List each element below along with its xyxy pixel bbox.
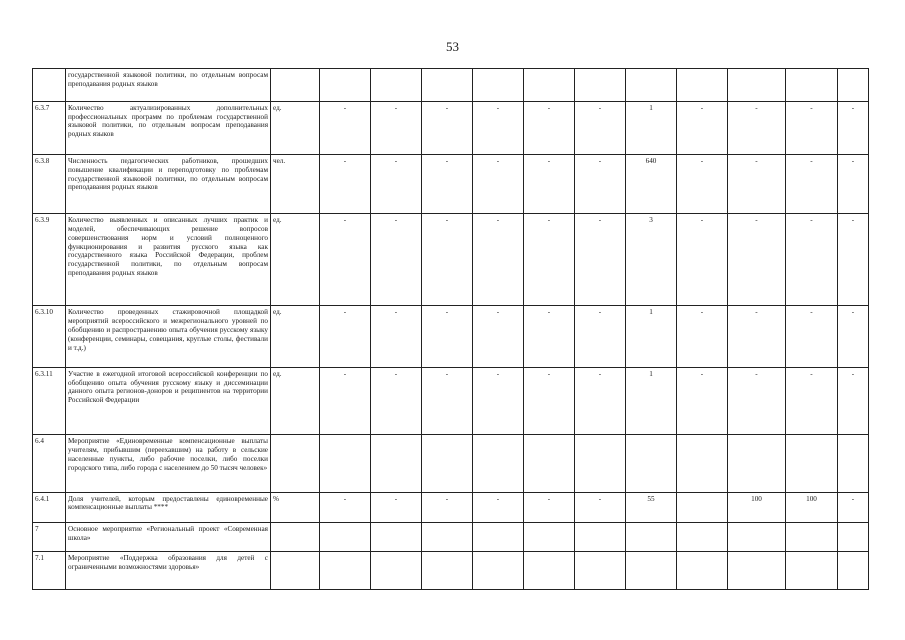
value-cell: - — [575, 214, 626, 306]
value-cell: - — [838, 154, 869, 213]
value-cell: - — [728, 101, 786, 154]
unit-cell: чел. — [271, 154, 320, 213]
value-cell: - — [838, 306, 869, 367]
value-cell — [728, 552, 786, 590]
value-cell: - — [838, 101, 869, 154]
row-number-cell: 6.3.8 — [33, 154, 66, 213]
table-row — [33, 367, 869, 435]
row-number-cell: 7 — [33, 523, 66, 552]
value-cell — [728, 523, 786, 552]
indicator-description-cell: Количество проведенных стажировочной площадкой мероприятий всероссийского и межрегионального уровней по обобщению и распространению опыта обучения русскому языку (конференции, семинары, совещания, круглые столы, фестивали и т.д.) — [66, 306, 271, 367]
value-cell: - — [371, 367, 422, 435]
value-cell: - — [422, 154, 473, 213]
value-cell — [473, 523, 524, 552]
value-cell: - — [422, 367, 473, 435]
value-cell: - — [473, 306, 524, 367]
value-cell — [786, 552, 838, 590]
value-cell: 3 — [626, 214, 677, 306]
value-cell: - — [677, 306, 728, 367]
indicator-description-cell: Численность педагогических работников, прошедших повышение квалификации и переподготовку по проблемам государственной языковой политики, по отдельным вопросам преподавания родных языков — [66, 154, 271, 213]
value-cell — [575, 552, 626, 590]
value-cell — [838, 552, 869, 590]
value-cell — [575, 435, 626, 492]
value-cell — [524, 552, 575, 590]
value-cell — [371, 69, 422, 102]
value-cell: 640 — [626, 154, 677, 213]
value-cell — [422, 435, 473, 492]
value-cell — [677, 552, 728, 590]
value-cell: - — [728, 367, 786, 435]
value-cell: - — [838, 214, 869, 306]
value-cell: - — [473, 367, 524, 435]
value-cell: - — [524, 306, 575, 367]
value-cell — [677, 523, 728, 552]
value-cell: - — [786, 101, 838, 154]
value-cell: 1 — [626, 367, 677, 435]
value-cell — [524, 435, 575, 492]
unit-cell: ед. — [271, 367, 320, 435]
value-cell: - — [575, 101, 626, 154]
value-cell: - — [422, 492, 473, 523]
value-cell: - — [422, 101, 473, 154]
value-cell: 100 — [728, 492, 786, 523]
value-cell: - — [786, 154, 838, 213]
indicator-description-cell: Количество выявленных и описанных лучших практик и моделей, обеспечивающих решение вопросов совершенствования норм и условий полноценного функционирования и развития русского языка как государственного языка Российской Федерации, проблем государственной политики, по отдельным вопросам преподавания родных языков — [66, 214, 271, 306]
value-cell — [728, 435, 786, 492]
value-cell — [422, 552, 473, 590]
value-cell: - — [371, 101, 422, 154]
indicators-table — [32, 68, 869, 590]
value-cell — [786, 69, 838, 102]
value-cell: - — [371, 214, 422, 306]
value-cell: - — [320, 492, 371, 523]
value-cell: - — [677, 367, 728, 435]
value-cell: 100 — [786, 492, 838, 523]
indicator-description-cell: Мероприятие «Поддержка образования для детей с ограниченными возможностями здоровья» — [66, 552, 271, 590]
value-cell — [473, 552, 524, 590]
value-cell — [838, 69, 869, 102]
indicator-description-cell: Участие в ежегодной итоговой всероссийской конференции по обобщению опыта обучения русскому языку и диссеминации данного опыта регионов-доноров и реципиентов на территории Российской Федерации — [66, 367, 271, 435]
indicator-description-cell: Количество актуализированных дополнительных профессиональных программ по проблемам государственной языковой политики, по отдельным вопросам преподавания родных языков — [66, 101, 271, 154]
value-cell: - — [473, 101, 524, 154]
value-cell — [422, 523, 473, 552]
value-cell: - — [677, 214, 728, 306]
value-cell: - — [473, 154, 524, 213]
value-cell: - — [728, 306, 786, 367]
unit-cell: ед. — [271, 214, 320, 306]
value-cell: - — [524, 214, 575, 306]
value-cell: - — [422, 306, 473, 367]
table-row — [33, 492, 869, 523]
value-cell: - — [728, 154, 786, 213]
value-cell: - — [524, 154, 575, 213]
value-cell — [320, 523, 371, 552]
row-number-cell: 6.4 — [33, 435, 66, 492]
value-cell: - — [473, 492, 524, 523]
value-cell: - — [838, 367, 869, 435]
value-cell: - — [473, 214, 524, 306]
table-row — [33, 552, 869, 590]
indicator-description-cell: государственной языковой политики, по отдельным вопросам преподавания родных языков — [66, 69, 271, 102]
value-cell: - — [677, 101, 728, 154]
value-cell: - — [575, 306, 626, 367]
row-number-cell: 6.4.1 — [33, 492, 66, 523]
indicator-description-cell: Доля учителей, которым предоставлены единовременные компенсационные выплаты **** — [66, 492, 271, 523]
table-row — [33, 523, 869, 552]
value-cell: - — [575, 154, 626, 213]
value-cell — [371, 435, 422, 492]
value-cell: - — [524, 101, 575, 154]
value-cell — [422, 69, 473, 102]
value-cell: - — [575, 492, 626, 523]
value-cell — [575, 523, 626, 552]
value-cell — [320, 69, 371, 102]
value-cell: - — [838, 492, 869, 523]
value-cell — [677, 69, 728, 102]
value-cell: - — [786, 306, 838, 367]
value-cell — [320, 435, 371, 492]
value-cell: - — [786, 367, 838, 435]
row-number-cell: 6.3.9 — [33, 214, 66, 306]
value-cell — [786, 523, 838, 552]
table-row — [33, 69, 869, 102]
value-cell — [524, 69, 575, 102]
indicator-description-cell: Мероприятие «Единовременные компенсационные выплаты учителям, прибывшим (переехавшим) на работу в сельские населенные пункты, либо рабочие поселки, либо поселки городского типа, либо города с населением до 50 тысяч человек» — [66, 435, 271, 492]
value-cell — [838, 435, 869, 492]
value-cell: - — [524, 492, 575, 523]
unit-cell — [271, 69, 320, 102]
value-cell — [473, 69, 524, 102]
value-cell — [677, 435, 728, 492]
value-cell — [677, 492, 728, 523]
value-cell — [786, 435, 838, 492]
value-cell: - — [728, 214, 786, 306]
value-cell: - — [371, 154, 422, 213]
row-number-cell: 7.1 — [33, 552, 66, 590]
value-cell — [320, 552, 371, 590]
table-row — [33, 306, 869, 367]
value-cell: - — [575, 367, 626, 435]
value-cell: - — [320, 154, 371, 213]
value-cell: - — [524, 367, 575, 435]
value-cell: - — [320, 101, 371, 154]
value-cell: - — [371, 306, 422, 367]
value-cell: - — [786, 214, 838, 306]
value-cell — [575, 69, 626, 102]
value-cell — [626, 552, 677, 590]
table-row — [33, 214, 869, 306]
value-cell: - — [320, 367, 371, 435]
unit-cell — [271, 523, 320, 552]
value-cell: 1 — [626, 101, 677, 154]
value-cell: 55 — [626, 492, 677, 523]
value-cell — [626, 523, 677, 552]
value-cell — [473, 435, 524, 492]
value-cell: - — [320, 306, 371, 367]
value-cell — [626, 69, 677, 102]
page-number: 53 — [446, 39, 459, 54]
unit-cell: ед. — [271, 101, 320, 154]
row-number-cell: 6.3.7 — [33, 101, 66, 154]
unit-cell: ед. — [271, 306, 320, 367]
value-cell: 1 — [626, 306, 677, 367]
value-cell — [524, 523, 575, 552]
row-number-cell: 6.3.11 — [33, 367, 66, 435]
row-number-cell: 6.3.10 — [33, 306, 66, 367]
unit-cell: % — [271, 492, 320, 523]
table-row — [33, 154, 869, 213]
unit-cell — [271, 435, 320, 492]
value-cell — [626, 435, 677, 492]
value-cell: - — [320, 214, 371, 306]
value-cell: - — [371, 492, 422, 523]
value-cell — [728, 69, 786, 102]
value-cell — [838, 523, 869, 552]
value-cell: - — [677, 154, 728, 213]
value-cell: - — [422, 214, 473, 306]
row-number-cell — [33, 69, 66, 102]
table-row — [33, 435, 869, 492]
unit-cell — [271, 552, 320, 590]
table-row — [33, 101, 869, 154]
value-cell — [371, 523, 422, 552]
indicator-description-cell: Основное мероприятие «Региональный проект «Современная школа» — [66, 523, 271, 552]
value-cell — [371, 552, 422, 590]
